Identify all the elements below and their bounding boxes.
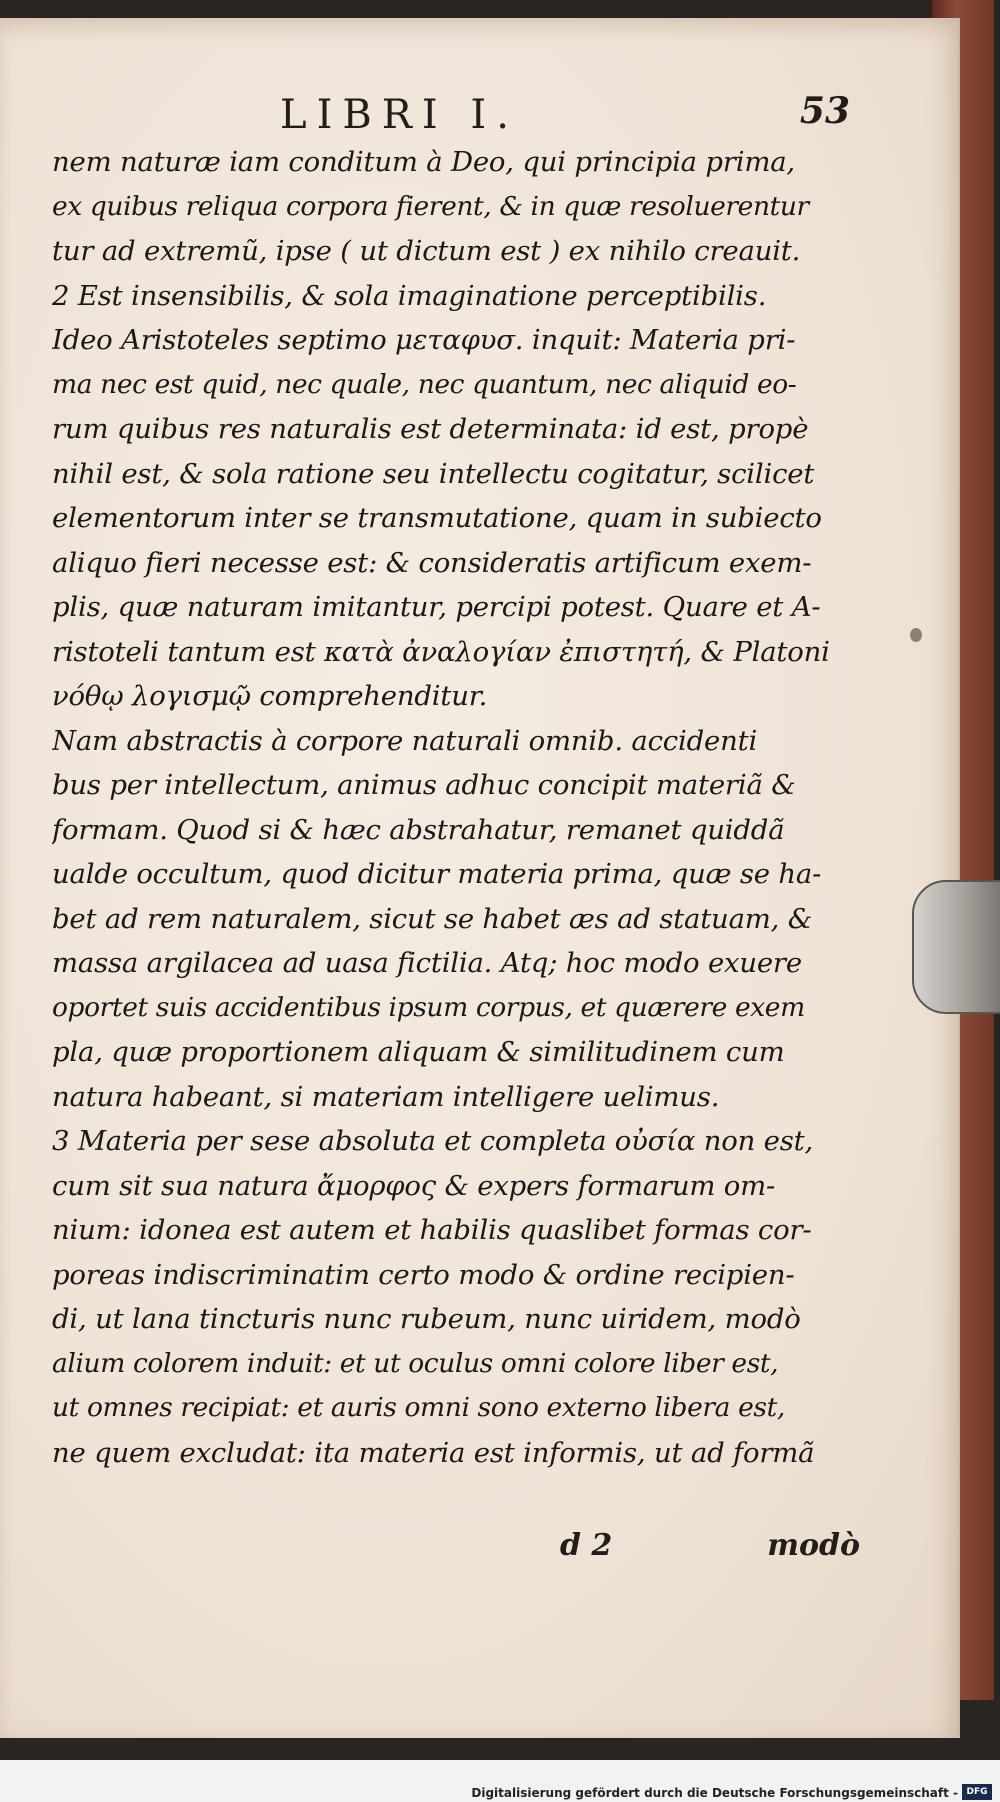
dfg-logo-icon: DFG — [962, 1784, 992, 1800]
text-line: natura habeant, si materiam intelligere uelimus. — [52, 1080, 720, 1113]
page-footer — [560, 1528, 860, 1578]
signature-mark: d 2 — [560, 1528, 613, 1563]
text-line: Ideo Aristoteles septimo μεταφυσ. inquit: Materia pri- — [52, 324, 796, 356]
text-line: formam. Quod si & hæc abstrahatur, remanet quiddã — [52, 813, 785, 846]
text-line: tur ad extremũ, ipse ( ut dictum est ) ex nihilo creauit. — [52, 235, 801, 267]
text-line: massa argilacea ad uasa fictilia. Atq; hoc modo exuere — [52, 947, 802, 979]
text-line: nium: idonea est autem et habilis quaslibet formas cor- — [52, 1214, 812, 1246]
text-line: 3 Materia per sese absoluta et completa οὐσία non est, — [52, 1125, 814, 1157]
text-line: rum quibus res naturalis est determinata: id est, propè — [52, 413, 809, 445]
paper-speck — [910, 628, 922, 642]
text-line: nem naturæ iam conditum à Deo, qui principia prima, — [52, 146, 795, 178]
text-line: ristoteli tantum est κατὰ ἀναλογίαν ἐπιστητή, & Platoni — [52, 635, 830, 668]
text-line: ma nec est quid, nec quale, nec quantum, nec aliquid eo- — [52, 368, 797, 400]
credit-text: Digitalisierung gefördert durch die Deutsche Forschungsgemeinschaft - — [471, 1786, 958, 1800]
digitization-credit-bar — [0, 1760, 1000, 1802]
text-line: poreas indiscriminatim certo modo & ordine recipien- — [52, 1258, 795, 1291]
text-line: ualde occultum, quod dicitur materia prima, quæ se ha- — [52, 858, 822, 890]
text-line: pla, quæ proportionem aliquam & similitudinem cum — [52, 1036, 785, 1068]
text-line: νόθῳ λογισμῷ comprehenditur. — [52, 680, 488, 712]
text-line: Nam abstractis à corpore naturali omnib. accidenti — [52, 724, 758, 757]
text-line: oportet suis accidentibus ipsum corpus, et quærere exem — [52, 991, 805, 1023]
text-line: ex quibus reliqua corpora fierent, & in quæ resoluerentur — [52, 190, 809, 222]
book-page — [0, 18, 960, 1738]
text-block — [52, 140, 842, 1475]
text-line: ne quem excludat: ita materia est informis, ut ad formã — [52, 1436, 815, 1469]
text-line: plis, quæ naturam imitantur, percipi potest. Quare et A- — [52, 591, 821, 623]
running-head: LIBRI I. — [280, 92, 519, 138]
text-line: ut omnes recipiat: et auris omni sono externo libera est, — [52, 1392, 785, 1423]
text-line: nihil est, & sola ratione seu intellectu cogitatur, scilicet — [52, 457, 815, 490]
page-header — [60, 88, 850, 138]
text-line: bus per intellectum, animus adhuc concipit materiã & — [52, 769, 796, 801]
text-line: cum sit sua natura ἄμορφος & expers formarum om- — [52, 1169, 776, 1202]
text-line: bet ad rem naturalem, sicut se habet æs ad statuam, & — [52, 902, 813, 935]
book-clasp — [912, 880, 1000, 1014]
text-line: aliquo fieri necesse est: & consideratis artificum exem- — [52, 546, 812, 579]
text-line: elementorum inter se transmutatione, quam in subiecto — [52, 502, 822, 534]
text-line: alium colorem induit: et ut oculus omni colore liber est, — [52, 1347, 779, 1379]
text-line: di, ut lana tincturis nunc rubeum, nunc uiridem, modò — [52, 1303, 801, 1335]
text-line: 2 Est insensibilis, & sola imaginatione perceptibilis. — [52, 279, 767, 312]
folio-number: 53 — [799, 90, 850, 132]
catchword: modò — [767, 1528, 860, 1563]
